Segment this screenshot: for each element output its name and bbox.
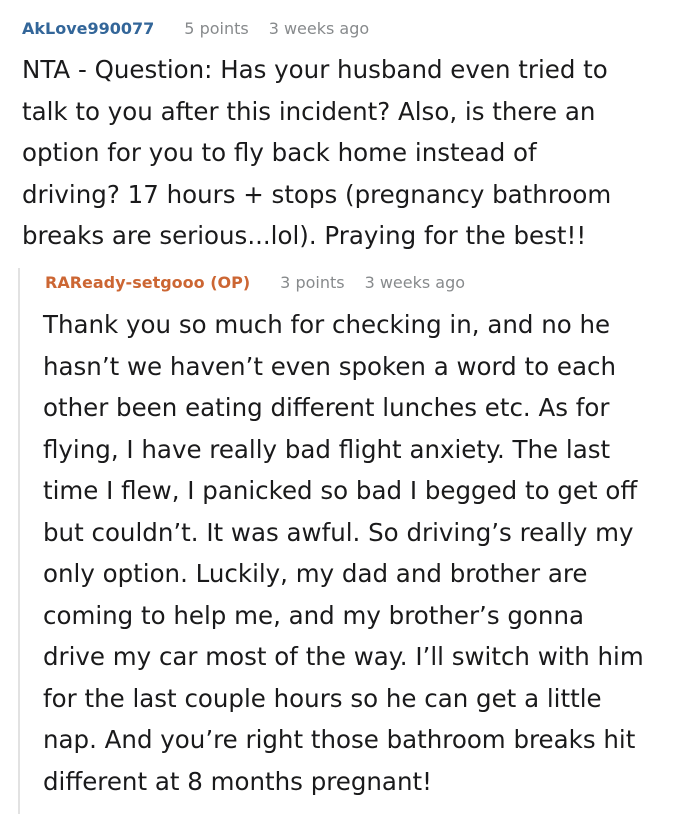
comment-body-line: talk to you after this incident? Also, is there an (22, 96, 596, 126)
reply-comment-op (18, 268, 700, 814)
comment-akLove990077 (0, 0, 700, 264)
comment-timestamp[interactable]: 3 weeks ago (364, 273, 466, 292)
comment-body-line: flying, I have really bad flight anxiety. The last (43, 434, 611, 464)
comment-timestamp[interactable]: 3 weeks ago (268, 19, 370, 38)
comment-body-line: only option. Luckily, my dad and brother are (43, 559, 588, 588)
comment-body-line: for the last couple hours so he can get a little (43, 683, 602, 713)
comment-body-line: other been eating different lunches etc. As for (43, 393, 610, 422)
comment-body-line: driving? 17 hours + stops (pregnancy bathroom (22, 179, 612, 209)
comment-body-line: nap. And you’re right those bathroom breaks hit (43, 725, 636, 754)
comment-body-line: coming to help me, and my brother’s gonna (43, 600, 584, 630)
comment-body-line: hasn’t we haven’t even spoken a word to each (43, 351, 616, 381)
comment-body (43, 304, 644, 802)
comment-body-line: different at 8 months pregnant! (43, 766, 432, 796)
comment-body-line: breaks are serious...lol). Praying for the best!! (22, 221, 587, 250)
comment-body-line: NTA - Question: Has your husband even tried to (22, 55, 608, 84)
comment-meta (22, 19, 369, 38)
comment-body-line: Thank you so much for checking in, and no he (43, 310, 611, 339)
comment-body-line: but couldn’t. It was awful. So driving’s really my (43, 517, 634, 547)
comment-meta (45, 273, 465, 292)
comment-points: 5 points (184, 19, 249, 38)
comment-body (22, 49, 611, 257)
comment-author-link[interactable]: RAReady-setgooo (OP) (45, 273, 251, 292)
comment-points: 3 points (280, 273, 345, 292)
comment-body-line: time I flew, I panicked so bad I begged to get off (43, 476, 638, 505)
comment-body-line: option for you to fly back home instead of (22, 138, 537, 167)
comment-body-line: drive my car most of the way. I’ll switch with him (43, 642, 644, 671)
comment-author-link[interactable]: AkLove990077 (22, 19, 155, 38)
